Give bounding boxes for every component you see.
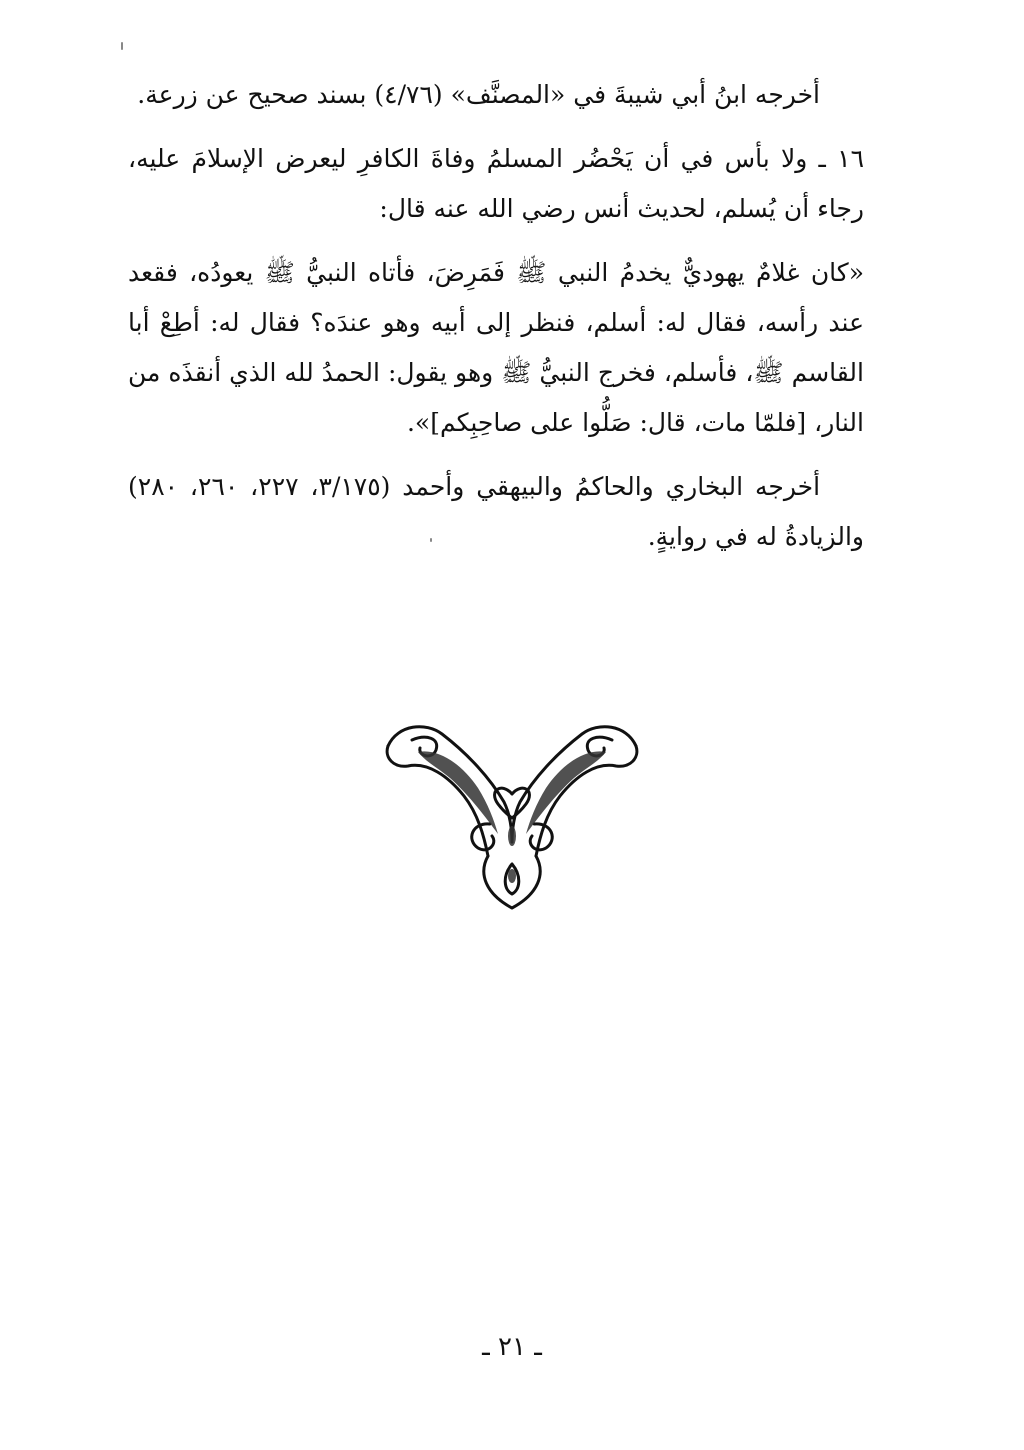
decorative-ornament-icon: [378, 718, 646, 914]
scan-speck: [121, 42, 123, 50]
page-number: ـ ٢١ ـ: [482, 1332, 542, 1362]
ruling-paragraph: ١٦ ـ ولا بأس في أن يَحْضُر المسلمُ وفاةَ الكافرِ ليعرض الإسلامَ عليه، رجاء أن يُسلم، لحديث أنس رضي الله عنه قال:: [128, 144, 864, 223]
main-text: [128, 70, 864, 576]
hadith-quote-paragraph: «كان غلامٌ يهوديٌّ يخدمُ النبي ﷺ فَمَرِضَ، فأتاه النبيُّ ﷺ يعودُه، فقعد عند رأسه، فقال له: أسلم، فنظر إلى أبيه وهو عندَه؟ فقال له: أطِعْ أبا القاسم ﷺ، فأسلم، فخرج النبيُّ ﷺ وهو يقول: الحمدُ لله الذي أنقذَه من النار، [فلمّا مات، قال: صَلُّوا على صاحِبِكم]».: [128, 258, 864, 437]
hadith-references-paragraph: أخرجه البخاري والحاكمُ والبيهقي وأحمد (٣/١٧٥، ٢٢٧، ٢٦٠، ٢٨٠) والزيادةُ له في روايةٍ.: [128, 472, 864, 551]
hadith-source-paragraph: أخرجه ابنُ أبي شيبةَ في «المصنَّف» (٤/٧٦) بسند صحيح عن زرعة.: [137, 80, 820, 109]
